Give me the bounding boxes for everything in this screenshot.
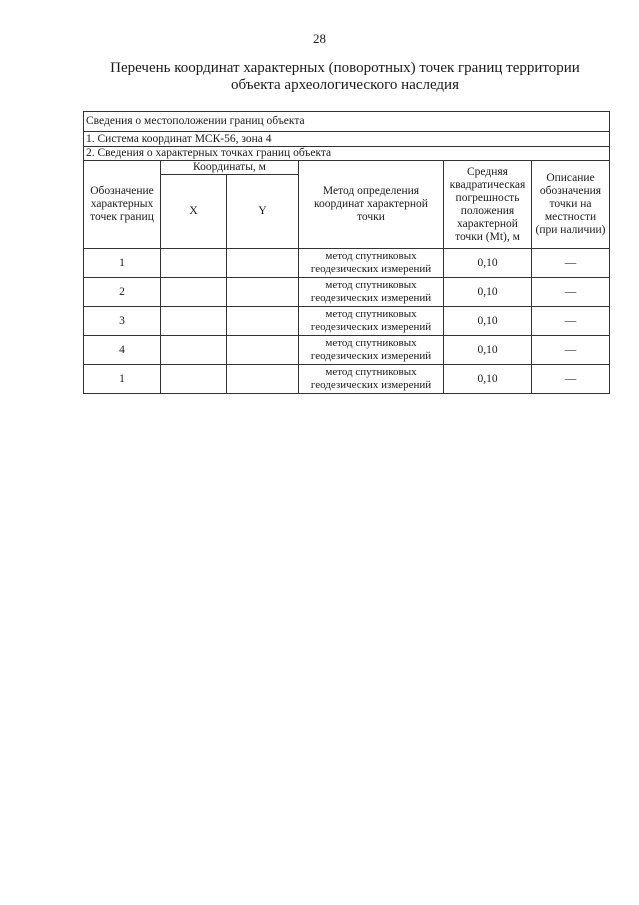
cell-error: 0,10 (444, 336, 532, 365)
page-title (80, 60, 610, 94)
cell-error: 0,10 (444, 365, 532, 394)
cell-point: 4 (84, 336, 161, 365)
cell-error: 0,10 (444, 307, 532, 336)
cell-x (161, 278, 227, 307)
cell-method: метод спутниковых геодезических измерений (299, 365, 444, 394)
cell-point: 3 (84, 307, 161, 336)
header-error: Средняя квадратическая погрешность положения характерной точки (Mt), м (444, 161, 532, 249)
cell-description: — (532, 336, 610, 365)
cell-error: 0,10 (444, 249, 532, 278)
cell-x (161, 249, 227, 278)
cell-method: метод спутниковых геодезических измерений (299, 249, 444, 278)
header-method: Метод определения координат характерной точки (299, 161, 444, 249)
cell-error: 0,10 (444, 278, 532, 307)
table-row (84, 307, 610, 336)
cell-method: метод спутниковых геодезических измерений (299, 307, 444, 336)
header-designation: Обозначение характерных точек границ (84, 161, 161, 249)
cell-y (227, 249, 299, 278)
header-coordinates: Координаты, м (161, 161, 299, 175)
table-row (84, 278, 610, 307)
cell-y (227, 336, 299, 365)
cell-point: 2 (84, 278, 161, 307)
cell-point: 1 (84, 249, 161, 278)
cell-x (161, 307, 227, 336)
cell-y (227, 278, 299, 307)
page-number: 28 (313, 31, 326, 46)
table-row (84, 336, 610, 365)
table-row (84, 365, 610, 394)
title-line-2: объекта археологического наследия (231, 77, 459, 93)
cell-y (227, 307, 299, 336)
cell-x (161, 365, 227, 394)
header-description: Описание обозначения точки на местности (при наличии) (532, 161, 610, 249)
coordinate-system: 1. Система координат МСК-56, зона 4 (84, 132, 610, 147)
header-y: Y (227, 175, 299, 249)
cell-x (161, 336, 227, 365)
header-x: X (161, 175, 227, 249)
cell-y (227, 365, 299, 394)
section-heading: Сведения о местоположении границ объекта (84, 112, 610, 132)
title-line-1: Перечень координат характерных (поворотных) точек границ территории (110, 60, 580, 76)
cell-description: — (532, 249, 610, 278)
cell-description: — (532, 307, 610, 336)
cell-method: метод спутниковых геодезических измерений (299, 278, 444, 307)
cell-description: — (532, 365, 610, 394)
cell-point: 1 (84, 365, 161, 394)
table-row (84, 249, 610, 278)
coordinates-table (83, 111, 610, 394)
points-heading: 2. Сведения о характерных точках границ объекта (84, 147, 610, 161)
cell-method: метод спутниковых геодезических измерений (299, 336, 444, 365)
cell-description: — (532, 278, 610, 307)
